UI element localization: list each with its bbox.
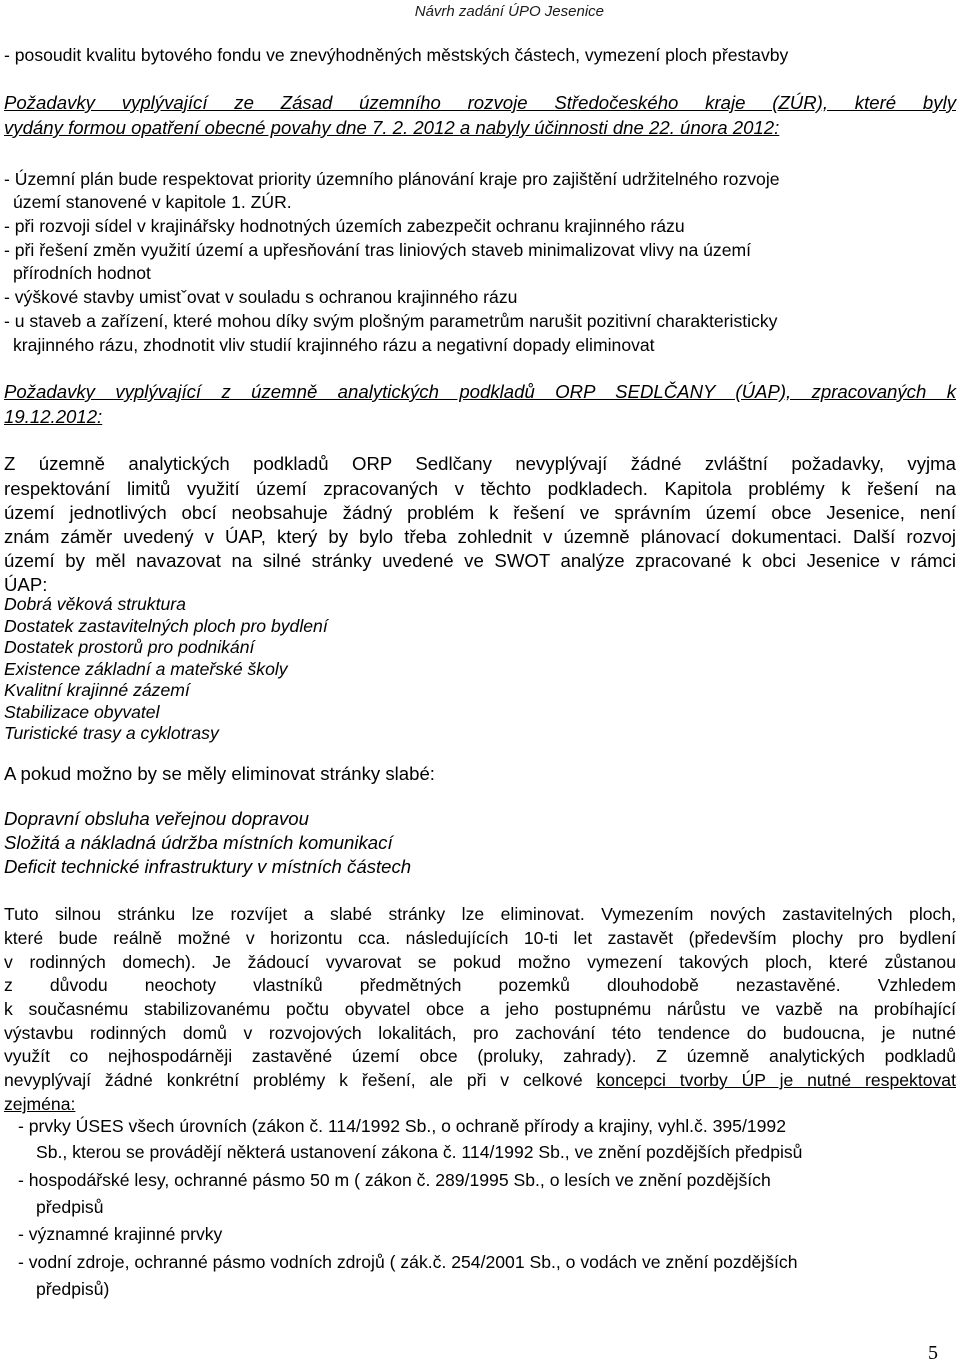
uap-heading-line-1: Požadavky vyplývající z územně analytických podkladů ORP SEDLČANY (ÚAP), zpracovaných k bbox=[4, 381, 956, 402]
uap-paragraph-line: znám záměr uvedený v ÚAP, který by bylo třeba zohlednit v územně plánovací dokumentaci. Další rozvoj bbox=[4, 526, 956, 547]
conclusion-line: v rodinných domech). Je žádoucí vyvarovat se pokud možno vymezení takových ploch, které zůstanou bbox=[4, 952, 956, 972]
uap-paragraph-line: Z územně analytických podkladů ORP Sedlčany nevyplývají žádné zvláštní požadavky, vyjma bbox=[4, 453, 956, 474]
strength-item: Stabilizace obyvatel bbox=[4, 702, 160, 722]
limit-item: - vodní zdroje, ochranné pásmo vodních zdrojů ( zák.č. 254/2001 Sb., o vodách ve znění pozdějších bbox=[18, 1252, 798, 1272]
weak-intro: A pokud možno by se měly eliminovat stránky slabé: bbox=[4, 763, 435, 784]
zur-item: - u staveb a zařízení, které mohou díky svým plošným parametrům narušit pozitivní charakteristicky bbox=[4, 311, 778, 331]
strength-item: Turistické trasy a cyklotrasy bbox=[4, 723, 219, 743]
uap-paragraph-line: respektování limitů využití území zpracovaných v těchto podkladech. Kapitola problémy k řešení na bbox=[4, 478, 956, 499]
conclusion-line: výstavbu rodinných domů v rozvojových lokalitách, pro zachování této tendence do budoucna, je nutné bbox=[4, 1023, 956, 1043]
zur-item-cont: krajinného rázu, zhodnotit vliv studií krajinného rázu a negativní dopady eliminovat bbox=[13, 335, 655, 355]
uap-paragraph-line: území by měl navazovat na silné stránky uvedené ve SWOT analýze zpracované k obci Jesenice v rámci bbox=[4, 550, 956, 571]
page-number: 5 bbox=[928, 1342, 938, 1364]
conclusion-last-plain: nevyplývají žádné konkrétní problémy k řešení, ale při v celkové bbox=[4, 1070, 597, 1090]
weakness-item: Dopravní obsluha veřejnou dopravou bbox=[4, 808, 309, 829]
zejmena-label: zejména: bbox=[4, 1094, 76, 1114]
zur-heading-line-1: Požadavky vyplývající ze Zásad územního rozvoje Středočeského kraje (ZÚR), které byly bbox=[4, 92, 956, 113]
strength-item: Dostatek zastavitelných ploch pro bydlení bbox=[4, 616, 328, 636]
strength-item: Dobrá věková struktura bbox=[4, 594, 186, 614]
conclusion-last-underlined: koncepci tvorby ÚP je nutné respektovat bbox=[596, 1070, 956, 1090]
weakness-item: Složitá a nákladná údržba místních komunikací bbox=[4, 832, 393, 853]
conclusion-line: Tuto silnou stránku lze rozvíjet a slabé stránky lze eliminovat. Vymezením nových zastavitelných ploch, bbox=[4, 904, 956, 924]
zur-item: - Územní plán bude respektovat priority územního plánování kraje pro zajištění udržitelného rozvoje bbox=[4, 169, 780, 189]
conclusion-line: z důvodu neochoty vlastníků předmětných pozemků dlouhodobě nezastavěné. Vzhledem bbox=[4, 975, 956, 995]
zur-item: - při rozvoji sídel v krajinářsky hodnotných územích zabezpečit ochranu krajinného rázu bbox=[4, 216, 685, 236]
limit-item: - prvky ÚSES všech úrovních (zákon č. 114/1992 Sb., o ochraně přírody a krajiny, vyhl.č. 395/1992 bbox=[18, 1116, 786, 1136]
zur-item-cont: území stanovené v kapitole 1. ZÚR. bbox=[13, 192, 292, 212]
strength-item: Kvalitní krajinné zázemí bbox=[4, 680, 190, 700]
limit-item: - významné krajinné prvky bbox=[18, 1224, 223, 1244]
uap-heading-line-2: 19.12.2012: bbox=[4, 406, 103, 427]
zur-item: - výškové stavby umistˇovat v souladu s ochranou krajinného rázu bbox=[4, 287, 518, 307]
conclusion-line: k současnému stabilizovanému počtu obyvatel obce a jeho postupnému nárůstu ve vazbě na probíhající bbox=[4, 999, 956, 1019]
zur-item-cont: přírodních hodnot bbox=[13, 263, 151, 283]
limit-item-cont: předpisů) bbox=[36, 1279, 110, 1299]
zur-heading-line-2: vydány formou opatření obecné povahy dne 7. 2. 2012 a nabyly účinnosti dne 22. února 2012: bbox=[4, 117, 780, 138]
intro-line: - posoudit kvalitu bytového fondu ve znevýhodněných městských částech, vymezení ploch přestavby bbox=[4, 45, 789, 65]
strength-item: Existence základní a mateřské školy bbox=[4, 659, 288, 679]
running-header: Návrh zadání ÚPO Jesenice bbox=[414, 3, 604, 20]
strength-item: Dostatek prostorů pro podnikání bbox=[4, 637, 255, 657]
conclusion-line: využít co nejhospodárněji zastavěné území obce (proluky, zahrady). Z územně analytických podkladů bbox=[4, 1046, 956, 1066]
conclusion-last-line bbox=[4, 1070, 956, 1091]
zur-item: - při řešení změn využití území a upřesňování tras liniových staveb minimalizovat vlivy na území bbox=[4, 240, 752, 260]
limit-item-cont: předpisů bbox=[36, 1197, 104, 1217]
limit-item: - hospodářské lesy, ochranné pásmo 50 m ( zákon č. 289/1995 Sb., o lesích ve znění pozdějších bbox=[18, 1170, 771, 1190]
limit-item-cont: Sb., kterou se provádějí některá ustanovení zákona č. 114/1992 Sb., ve znění pozdějších předpisů bbox=[36, 1142, 803, 1162]
uap-paragraph-line: ÚAP: bbox=[4, 574, 48, 595]
weakness-item: Deficit technické infrastruktury v místních částech bbox=[4, 856, 412, 877]
conclusion-line: které bude reálně možné v horizontu cca. následujících 10-ti let zastavět (především plochy pro bydlení bbox=[4, 928, 956, 948]
uap-paragraph-line: území jednotlivých obcí neobsahuje žádný problém k řešení ve správním území obce Jesenice, není bbox=[4, 502, 956, 523]
